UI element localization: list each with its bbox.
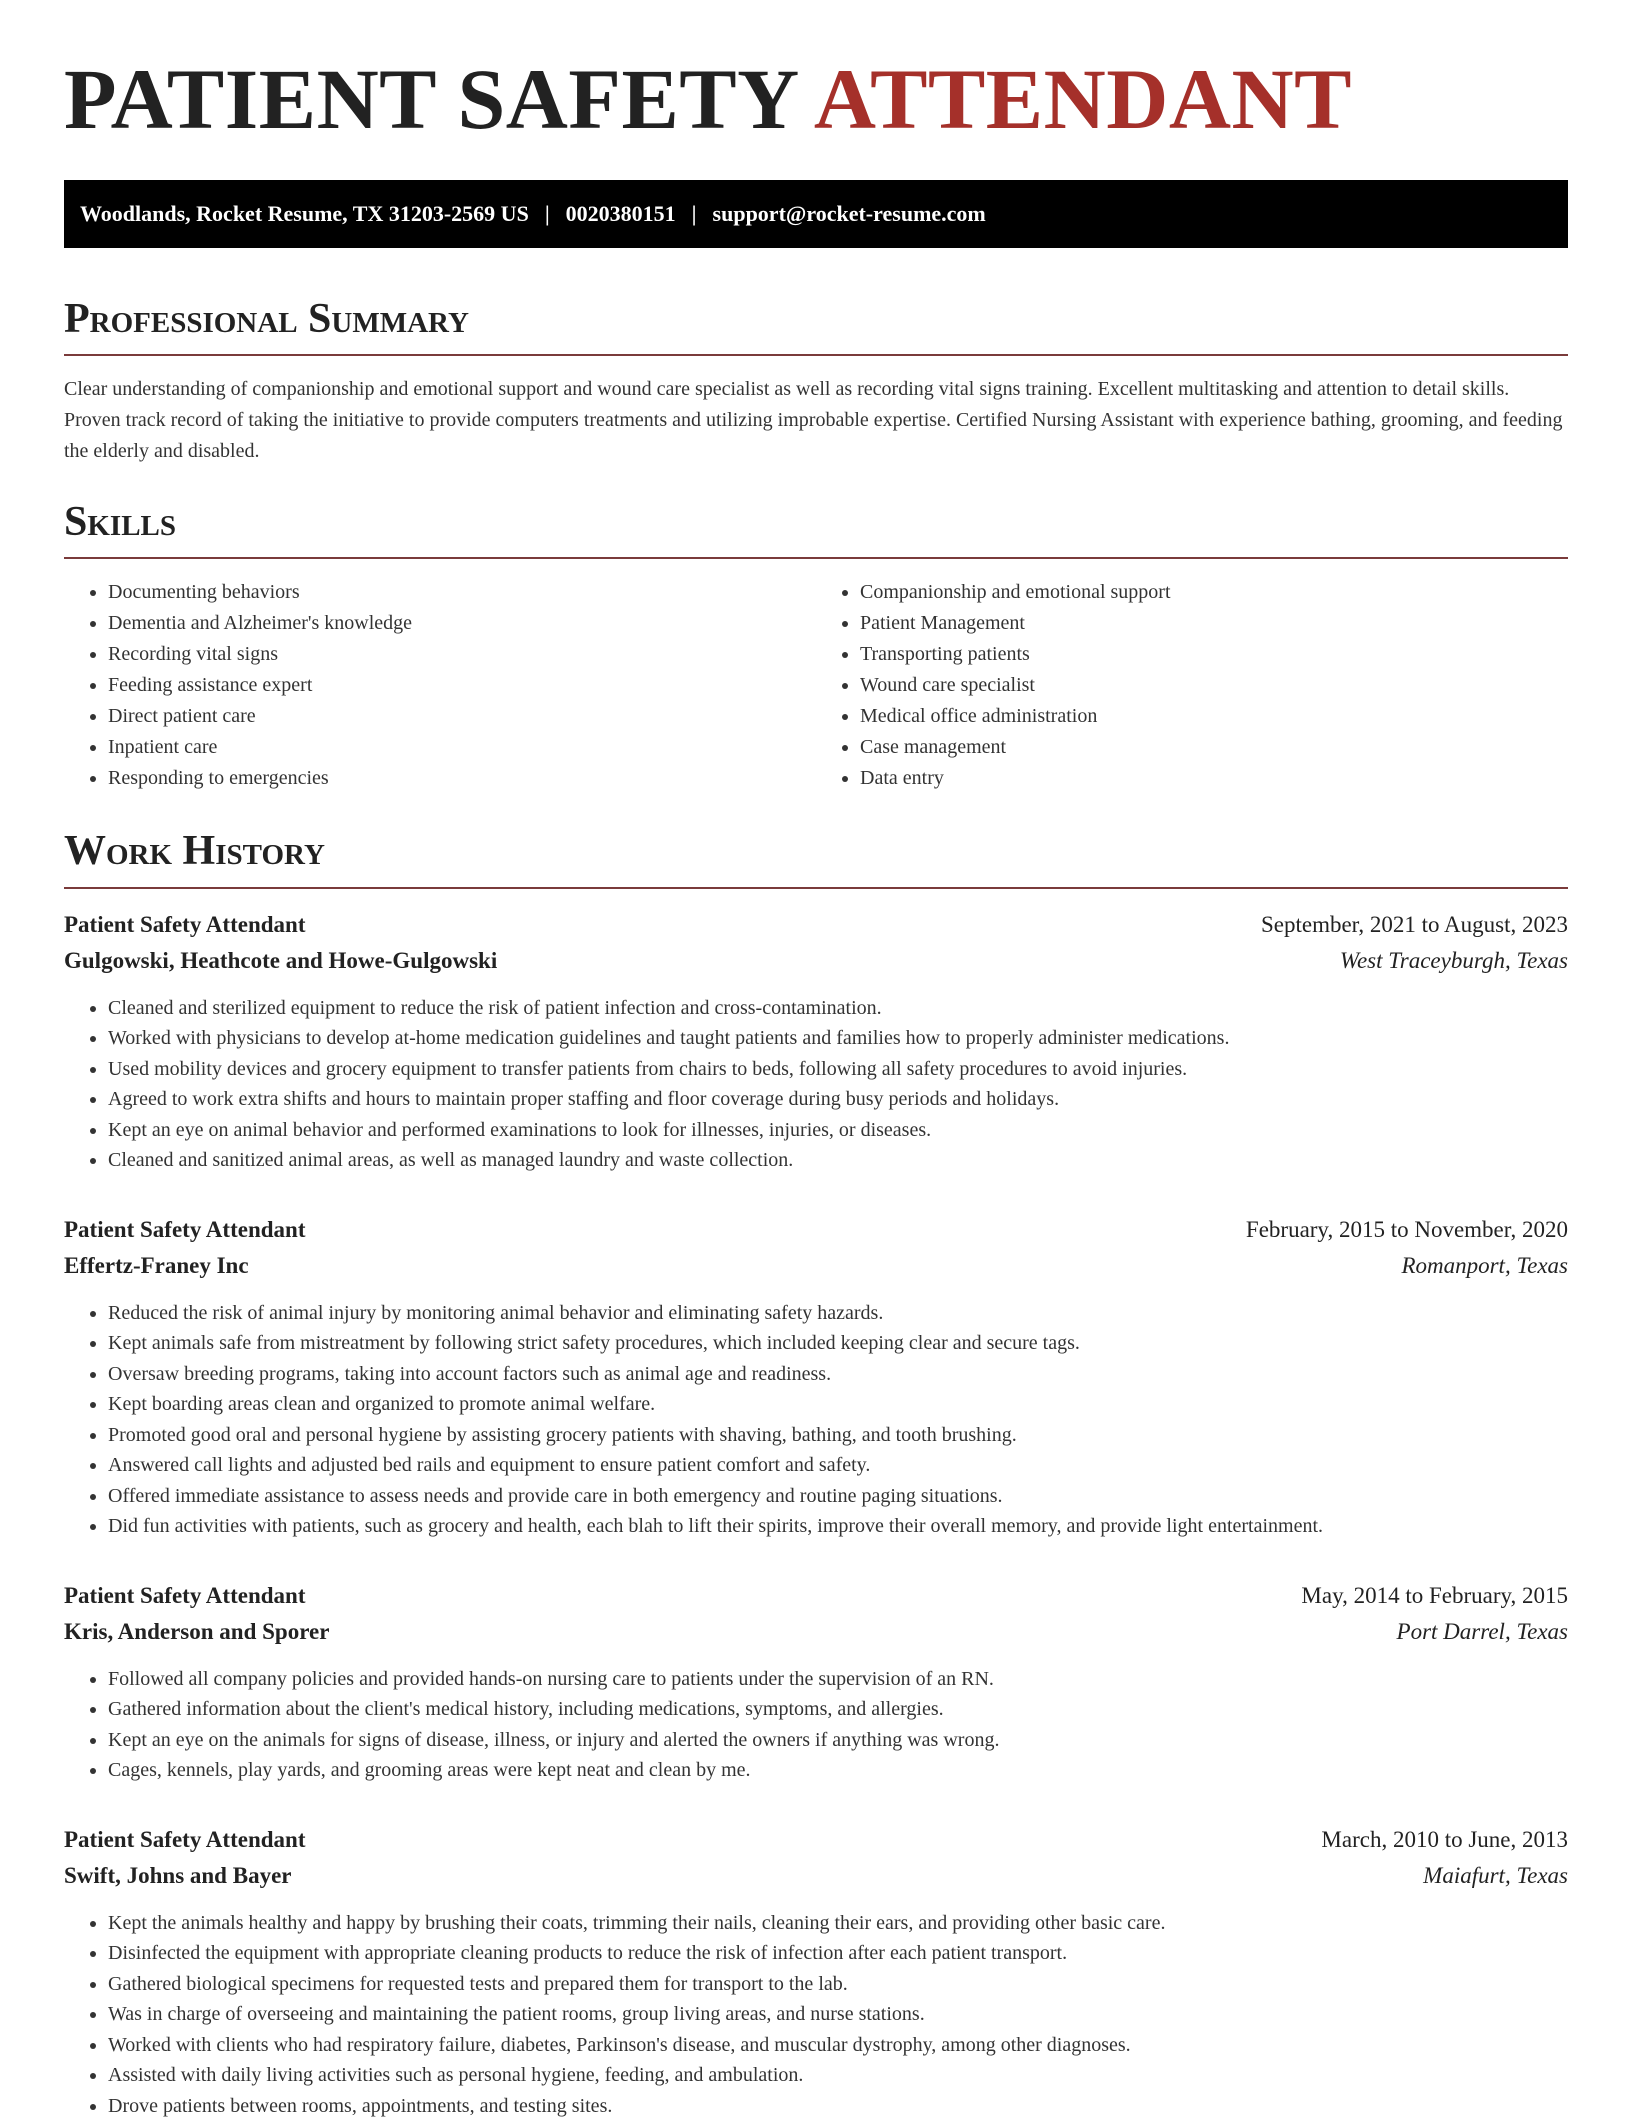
contact-address: Woodlands, Rocket Resume, TX 31203-2569 US (80, 201, 529, 226)
skill-item: • Dementia and Alzheimer's knowledge (108, 608, 816, 639)
job-duty: • Promoted good oral and personal hygiene by assisting grocery patients with shaving, bathing, and tooth brushing. (108, 1420, 1568, 1451)
job-company-row (64, 943, 1568, 979)
job-entry (64, 1822, 1568, 2121)
job-duty: • Drove patients between rooms, appointments, and testing sites. (108, 2091, 1568, 2121)
contact-email[interactable]: support@rocket-resume.com (712, 201, 986, 226)
job-title: Patient Safety Attendant (64, 911, 306, 937)
job-duty: • Answered call lights and adjusted bed rails and equipment to ensure patient comfort and safety. (108, 1450, 1568, 1481)
title-main: PATIENT SAFETY (64, 51, 797, 147)
job-location: West Traceyburgh, Texas (1339, 947, 1568, 973)
resume-page (64, 0, 1568, 2121)
job-location: Maiafurt, Texas (1423, 1862, 1568, 1888)
job-duty: • Did fun activities with patients, such as grocery and health, each blah to lift their spirits, improve their overall memory, and provide light entertainment. (108, 1511, 1568, 1542)
skill-item: • Documenting behaviors (108, 577, 816, 608)
summary-text: Clear understanding of companionship and emotional support and wound care specialist as well as recording vital signs training. Excellent multitasking and attention to detail skills. Proven track record of taking the initiative to provide computers treatments and utilizing improbable expertise. Certified Nursing Assistant with experience bathing, grooming, and feeding the elderly and disabled. (64, 378, 1563, 463)
skill-item: • Case management (860, 732, 1568, 763)
job-company-row (64, 1858, 1568, 1894)
skill-item: • Transporting patients (860, 639, 1568, 670)
skills-section (64, 499, 1568, 794)
job-dates: February, 2015 to November, 2020 (1245, 1216, 1568, 1242)
section-heading-summary: Professional Summary (64, 296, 1568, 356)
skill-item: • Feeding assistance expert (108, 670, 816, 701)
contact-separator: | (544, 201, 550, 226)
job-dates: March, 2010 to June, 2013 (1321, 1826, 1568, 1852)
job-duties-list (64, 1664, 1568, 1786)
job-duty: • Agreed to work extra shifts and hours to maintain proper staffing and floor coverage during busy periods and holidays. (108, 1084, 1568, 1115)
section-heading-skills: Skills (64, 499, 1568, 559)
job-duty: • Kept boarding areas clean and organized to promote animal welfare. (108, 1389, 1568, 1420)
job-duty: • Kept animals safe from mistreatment by following strict safety procedures, which included keeping clear and secure tags. (108, 1328, 1568, 1359)
job-duty: • Cleaned and sterilized equipment to reduce the risk of patient infection and cross-contamination. (108, 993, 1568, 1024)
job-company: Effertz-Franey Inc (64, 1252, 249, 1278)
job-duty: • Cages, kennels, play yards, and grooming areas were kept neat and clean by me. (108, 1755, 1568, 1786)
job-duties-list (64, 1298, 1568, 1542)
job-header-row (64, 907, 1568, 943)
job-duty: • Worked with physicians to develop at-home medication guidelines and taught patients and families how to properly administer medications. (108, 1023, 1568, 1054)
job-header-row (64, 1578, 1568, 1614)
job-entry (64, 1578, 1568, 1786)
skills-list-right (816, 577, 1568, 794)
contact-separator: | (691, 201, 697, 226)
job-duty: • Followed all company policies and provided hands-on nursing care to patients under the supervision of an RN. (108, 1664, 1568, 1695)
skill-item: • Inpatient care (108, 732, 816, 763)
skill-item: • Data entry (860, 763, 1568, 794)
job-duties-list (64, 993, 1568, 1176)
job-location: Port Darrel, Texas (1396, 1618, 1568, 1644)
job-duty: • Gathered information about the client's medical history, including medications, symptoms, and allergies. (108, 1694, 1568, 1725)
skill-item: • Recording vital signs (108, 639, 816, 670)
professional-summary-section (64, 296, 1568, 467)
job-duty: • Kept the animals healthy and happy by brushing their coats, trimming their nails, cleaning their ears, and providing other basic care. (108, 1908, 1568, 1939)
skills-list-left (64, 577, 816, 794)
job-duty: • Reduced the risk of animal injury by monitoring animal behavior and eliminating safety hazards. (108, 1298, 1568, 1329)
job-duty: • Offered immediate assistance to assess needs and provide care in both emergency and routine paging situations. (108, 1481, 1568, 1512)
job-duty: • Kept an eye on the animals for signs of disease, illness, or injury and alerted the owners if anything was wrong. (108, 1725, 1568, 1756)
skill-item: • Responding to emergencies (108, 763, 816, 794)
job-company-row (64, 1248, 1568, 1284)
contact-phone[interactable]: 0020380151 (565, 201, 676, 226)
job-duty: • Worked with clients who had respiratory failure, diabetes, Parkinson's disease, and muscular dystrophy, among other diagnoses. (108, 2030, 1568, 2061)
job-duty: • Gathered biological specimens for requested tests and prepared them for transport to the lab. (108, 1969, 1568, 2000)
skill-item: • Patient Management (860, 608, 1568, 639)
job-dates: September, 2021 to August, 2023 (1260, 911, 1568, 937)
job-title: Patient Safety Attendant (64, 1582, 306, 1608)
resume-title (64, 51, 1568, 147)
job-company: Kris, Anderson and Sporer (64, 1618, 330, 1644)
skill-item: • Wound care specialist (860, 670, 1568, 701)
job-duty: • Cleaned and sanitized animal areas, as well as managed laundry and waste collection. (108, 1145, 1568, 1176)
work-history-section (64, 828, 1568, 2121)
job-duty: • Was in charge of overseeing and maintaining the patient rooms, group living areas, and nurse stations. (108, 1999, 1568, 2030)
job-duty: • Oversaw breeding programs, taking into account factors such as animal age and readiness. (108, 1359, 1568, 1390)
job-entry (64, 907, 1568, 1176)
job-duty: • Assisted with daily living activities such as personal hygiene, feeding, and ambulation. (108, 2060, 1568, 2091)
section-heading-work: Work History (64, 828, 1568, 888)
job-header-row (64, 1212, 1568, 1248)
job-entry (64, 1212, 1568, 1542)
skill-item: • Direct patient care (108, 701, 816, 732)
skill-item: • Companionship and emotional support (860, 577, 1568, 608)
job-duty: • Used mobility devices and grocery equipment to transfer patients from chairs to beds, following all safety procedures to avoid injuries. (108, 1054, 1568, 1085)
job-title: Patient Safety Attendant (64, 1216, 306, 1242)
job-company: Swift, Johns and Bayer (64, 1862, 292, 1888)
job-header-row (64, 1822, 1568, 1858)
job-location: Romanport, Texas (1401, 1252, 1568, 1278)
title-accent: ATTENDANT (813, 51, 1352, 147)
job-duty: • Kept an eye on animal behavior and performed examinations to look for illnesses, injuries, or diseases. (108, 1115, 1568, 1146)
job-company: Gulgowski, Heathcote and Howe-Gulgowski (64, 947, 498, 973)
job-dates: May, 2014 to February, 2015 (1301, 1582, 1568, 1608)
skills-grid (64, 577, 1568, 794)
job-company-row (64, 1614, 1568, 1650)
contact-bar (64, 180, 1568, 248)
job-duty: • Disinfected the equipment with appropriate cleaning products to reduce the risk of infection after each patient transport. (108, 1938, 1568, 1969)
job-title: Patient Safety Attendant (64, 1826, 306, 1852)
job-duties-list (64, 1908, 1568, 2121)
skill-item: • Medical office administration (860, 701, 1568, 732)
